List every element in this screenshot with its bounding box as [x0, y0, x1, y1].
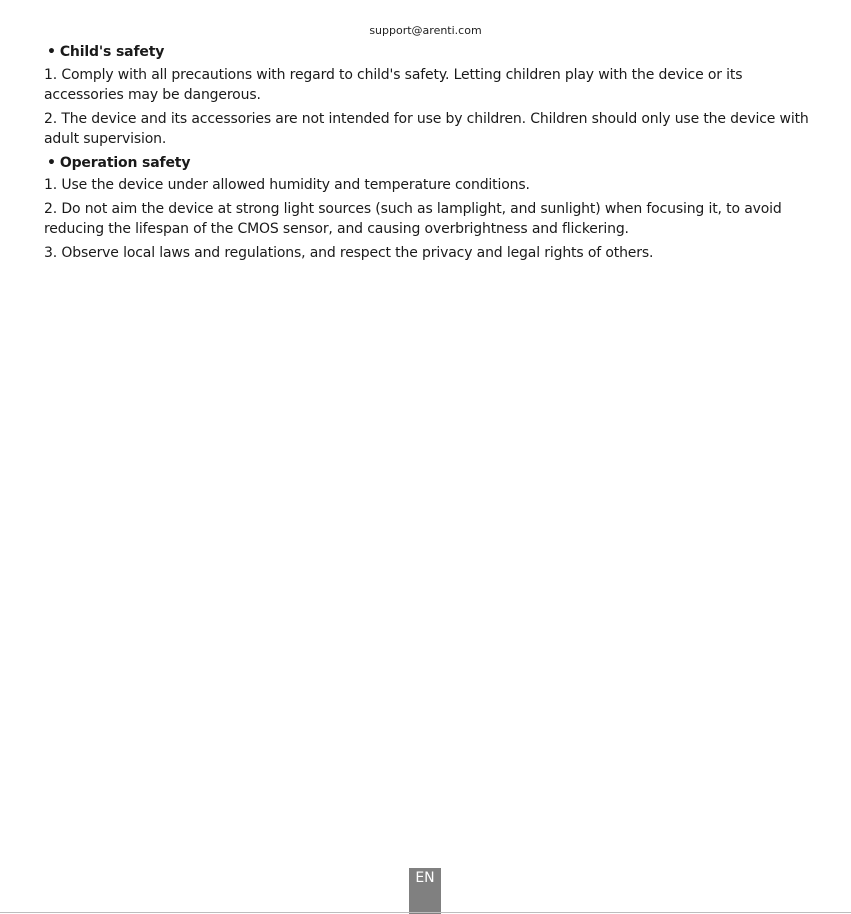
page-bottom-divider [0, 912, 851, 913]
bullet-icon: • [47, 44, 56, 60]
language-tab: EN [409, 868, 441, 914]
section-heading-childs-safety [44, 42, 814, 63]
safety-content [44, 42, 814, 266]
list-item: 1. Use the device under allowed humidity and temperature conditions. [44, 177, 530, 193]
list-item: 2. Do not aim the device at strong light sources (such as lamplight, and sunlight) when focusing it, to avoid reducing the lifespan of the CMOS sensor, and causing overbrightness and flickering. [44, 200, 782, 237]
support-email: support@arenti.com [369, 24, 482, 37]
bullet-icon: • [47, 154, 56, 171]
section-heading-label: Operation safety [59, 154, 191, 171]
list-item: 3. Observe local laws and regulations, and respect the privacy and legal rights of others. [44, 244, 654, 261]
list-item: 2. The device and its accessories are not intended for use by children. Children should only use the device with adult supervision. [44, 110, 809, 147]
list-item: 1. Comply with all precautions with regard to child's safety. Letting children play with the device or its accessories may be dangerous. [44, 66, 743, 103]
section-heading-operation-safety [44, 153, 814, 174]
section-heading-label: Child's safety [59, 44, 165, 60]
